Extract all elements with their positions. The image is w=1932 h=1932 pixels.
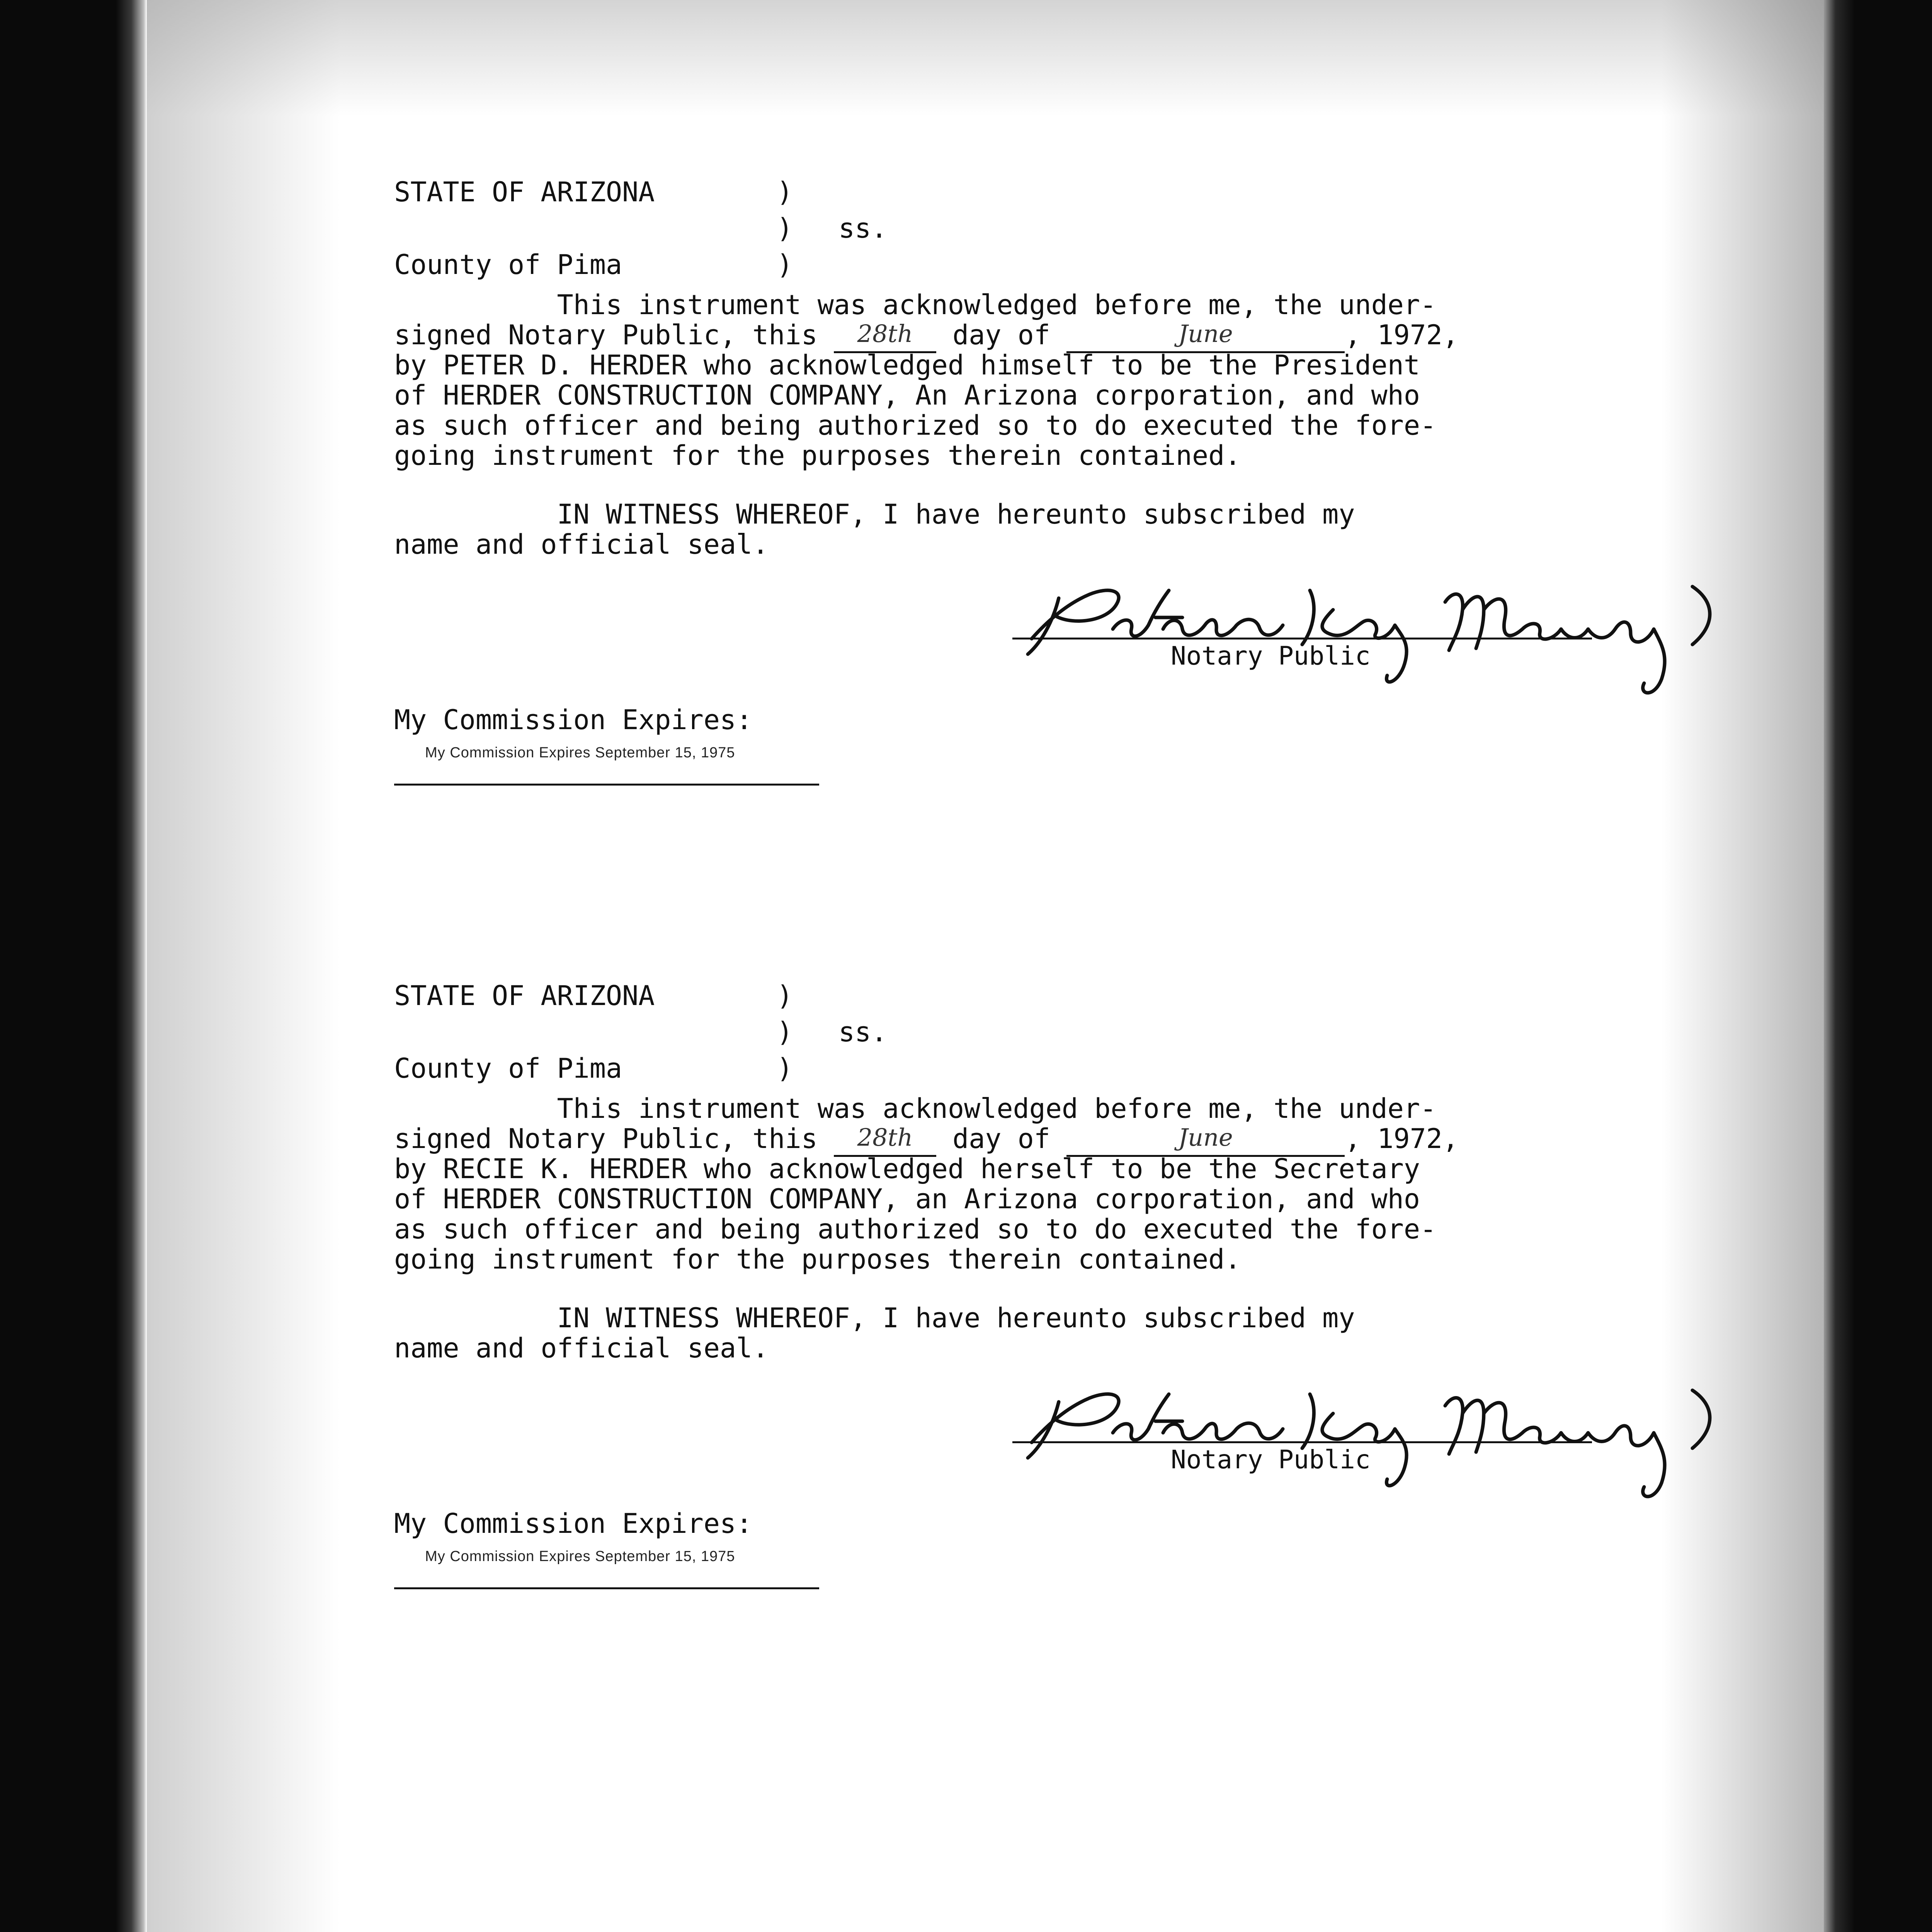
venue-paren: ) [777,1053,793,1084]
paragraph-line: by RECIE K. HERDER who acknowledged herself to be the Secretary [394,1153,1420,1185]
venue-county-line [394,247,1708,283]
handwritten-month: June [1178,320,1233,348]
notary-public-caption: Notary Public [1171,641,1371,671]
acknowledgment-paragraph [394,1094,1685,1274]
signature-line [1012,1441,1592,1443]
paragraph-line: going instrument for the purposes therein contained. [394,1243,1241,1275]
paragraph-line: as such officer and being authorized so to do executed the fore- [394,1213,1437,1245]
scan-edge-left [0,0,147,1932]
handwritten-month: June [1178,1123,1233,1151]
paragraph-line: signed Notary Public, this 28th day of June , 1972, [394,320,1685,350]
venue-ss-line [394,210,1708,247]
month-blank [1066,1124,1345,1157]
venue-state-line [394,978,1708,1014]
venue-paren: ) [777,176,793,208]
witness-line: IN WITNESS WHEREOF, I have hereunto subscribed my [557,1302,1355,1334]
scan-edge-right [1824,0,1932,1932]
commission-rule [394,784,819,786]
venue-ss: ss. [838,1016,888,1048]
witness-line: IN WITNESS WHEREOF, I have hereunto subscribed my [557,498,1355,530]
commission-rule [394,1587,819,1589]
paragraph-line: signed Notary Public, this 28th day of June , 1972, [394,1124,1685,1154]
notary-public-caption: Notary Public [1171,1445,1371,1475]
paragraph-line: by PETER D. HERDER who acknowledged himself to be the President [394,349,1420,381]
venue-paren: ) [777,980,793,1012]
paragraph-line: as such officer and being authorized so to do executed the fore- [394,410,1437,441]
month-blank [1066,320,1345,353]
notary-signature [974,1371,1727,1502]
witness-clause [394,1303,1708,1363]
handwritten-day: 28th [857,1123,913,1151]
notary-signature-block [394,583,1708,699]
venue-state-line [394,174,1708,210]
paragraph-line: This instrument was acknowledged before me, the under- [557,1093,1437,1124]
paragraph-line: of HERDER CONSTRUCTION COMPANY, an Arizona corporation, and who [394,1183,1420,1215]
commission-expires-label: My Commission Expires: [394,704,753,736]
venue-county-line [394,1050,1708,1087]
paragraph-line: going instrument for the purposes therein contained. [394,440,1241,471]
commission-expires-label: My Commission Expires: [394,1508,753,1539]
witness-clause [394,499,1708,560]
signature-line [1012,638,1592,639]
notary-signature-block [394,1386,1708,1502]
notary-signature [974,567,1727,699]
venue-state: STATE OF ARIZONA [394,980,655,1012]
paragraph-line: This instrument was acknowledged before me, the under- [557,289,1437,321]
venue-state: STATE OF ARIZONA [394,176,655,208]
witness-line: name and official seal. [394,1332,769,1364]
venue-county: County of Pima [394,1053,622,1084]
commission-expiration-stamp: My Commission Expires September 15, 1975 [425,1548,735,1565]
commission-expiration-stamp: My Commission Expires September 15, 1975 [425,745,735,761]
handwritten-day: 28th [857,320,913,348]
witness-line: name and official seal. [394,529,769,560]
paragraph-line: of HERDER CONSTRUCTION COMPANY, An Arizona corporation, and who [394,379,1420,411]
venue-paren: ) [777,1016,793,1048]
acknowledgment-president [394,174,1708,786]
acknowledgment-secretary [394,978,1708,1589]
day-blank [834,1124,936,1157]
scan-shadow-top [147,0,1824,116]
scan-shadow-left [147,0,340,1932]
venue-ss: ss. [838,213,888,244]
venue-ss-line [394,1014,1708,1050]
acknowledgment-paragraph [394,290,1685,471]
day-blank [834,320,936,353]
venue-paren: ) [777,213,793,244]
venue-paren: ) [777,249,793,281]
venue-county: County of Pima [394,249,622,281]
